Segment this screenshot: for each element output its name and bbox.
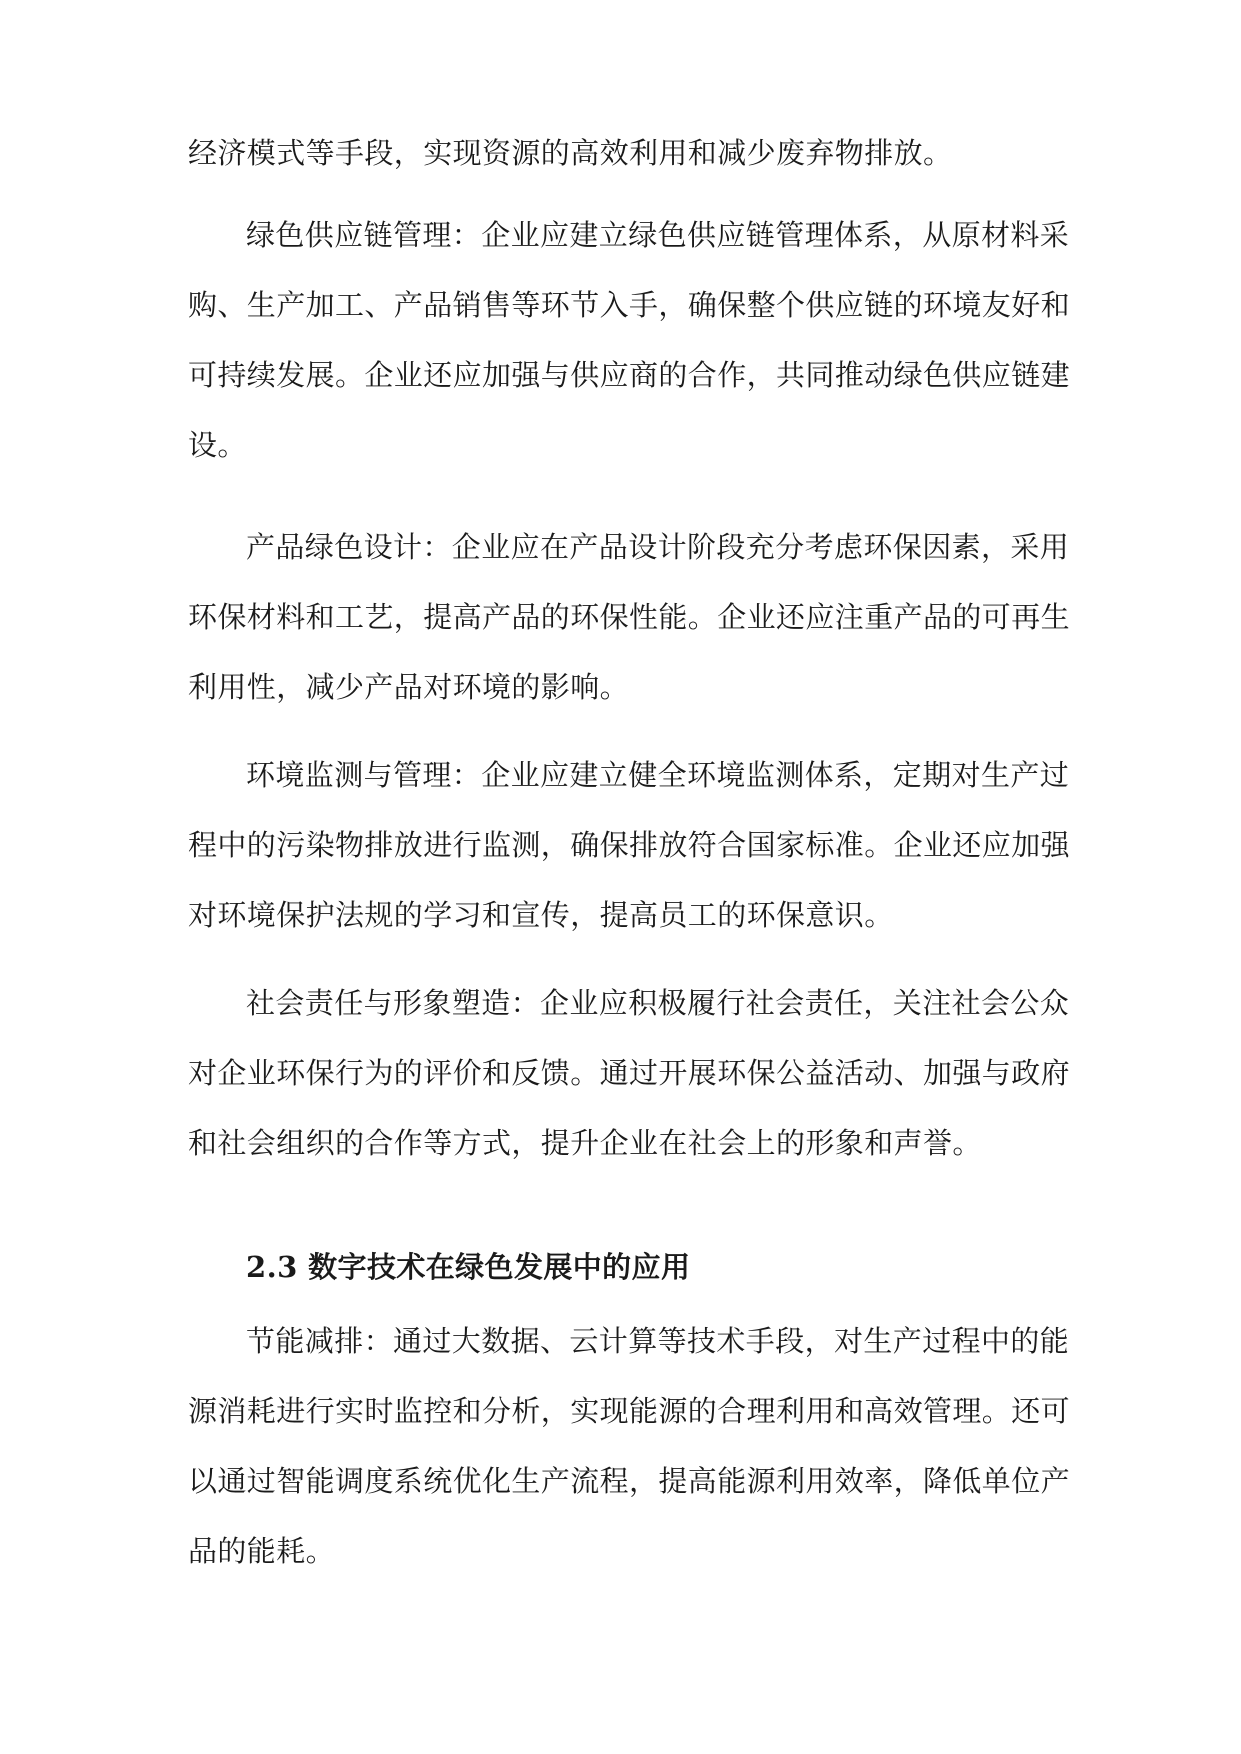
text-line: 对环境保护法规的学习和宣传，提高员工的环保意识。: [188, 898, 894, 932]
text-line: 以通过智能调度系统优化生产流程，提高能源利用效率，降低单位产: [188, 1464, 1071, 1498]
text-line: 利用性，减少产品对环境的影响。: [188, 670, 630, 704]
text-line: 环保材料和工艺，提高产品的环保性能。企业还应注重产品的可再生: [188, 600, 1071, 634]
text-line: 绿色供应链管理：企业应建立绿色供应链管理体系，从原材料采: [246, 218, 1070, 252]
section-heading: 2.3 数字技术在绿色发展中的应用: [246, 1250, 691, 1284]
text-line: 对企业环保行为的评价和反馈。通过开展环保公益活动、加强与政府: [188, 1056, 1071, 1090]
paragraph-environmental-monitoring: [188, 740, 1071, 950]
text-line: 品的能耗。: [188, 1534, 336, 1568]
paragraph-energy-saving: [188, 1306, 1071, 1586]
text-line: 环境监测与管理：企业应建立健全环境监测体系，定期对生产过: [246, 758, 1070, 792]
paragraph-green-product-design: [188, 512, 1071, 722]
text-line: 经济模式等手段，实现资源的高效利用和减少废弃物排放。: [188, 136, 953, 170]
text-line: 社会责任与形象塑造：企业应积极履行社会责任，关注社会公众: [246, 986, 1070, 1020]
text-line: 源消耗进行实时监控和分析，实现能源的合理利用和高效管理。还可: [188, 1394, 1071, 1428]
text-line: 可持续发展。企业还应加强与供应商的合作，共同推动绿色供应链建: [188, 358, 1071, 392]
text-line: 产品绿色设计：企业应在产品设计阶段充分考虑环保因素，采用: [246, 530, 1070, 564]
paragraph-social-responsibility: [188, 968, 1071, 1178]
paragraph-continuation: [188, 118, 1058, 188]
text-line: 设。: [188, 428, 247, 462]
text-line: 购、生产加工、产品销售等环节入手，确保整个供应链的环境友好和: [188, 288, 1071, 322]
text-line: 程中的污染物排放进行监测，确保排放符合国家标准。企业还应加强: [188, 828, 1071, 862]
text-line: 和社会组织的合作等方式，提升企业在社会上的形象和声誉。: [188, 1126, 982, 1160]
paragraph-green-supply-chain: [188, 200, 1071, 480]
text-line: 节能减排：通过大数据、云计算等技术手段，对生产过程中的能: [246, 1324, 1070, 1358]
